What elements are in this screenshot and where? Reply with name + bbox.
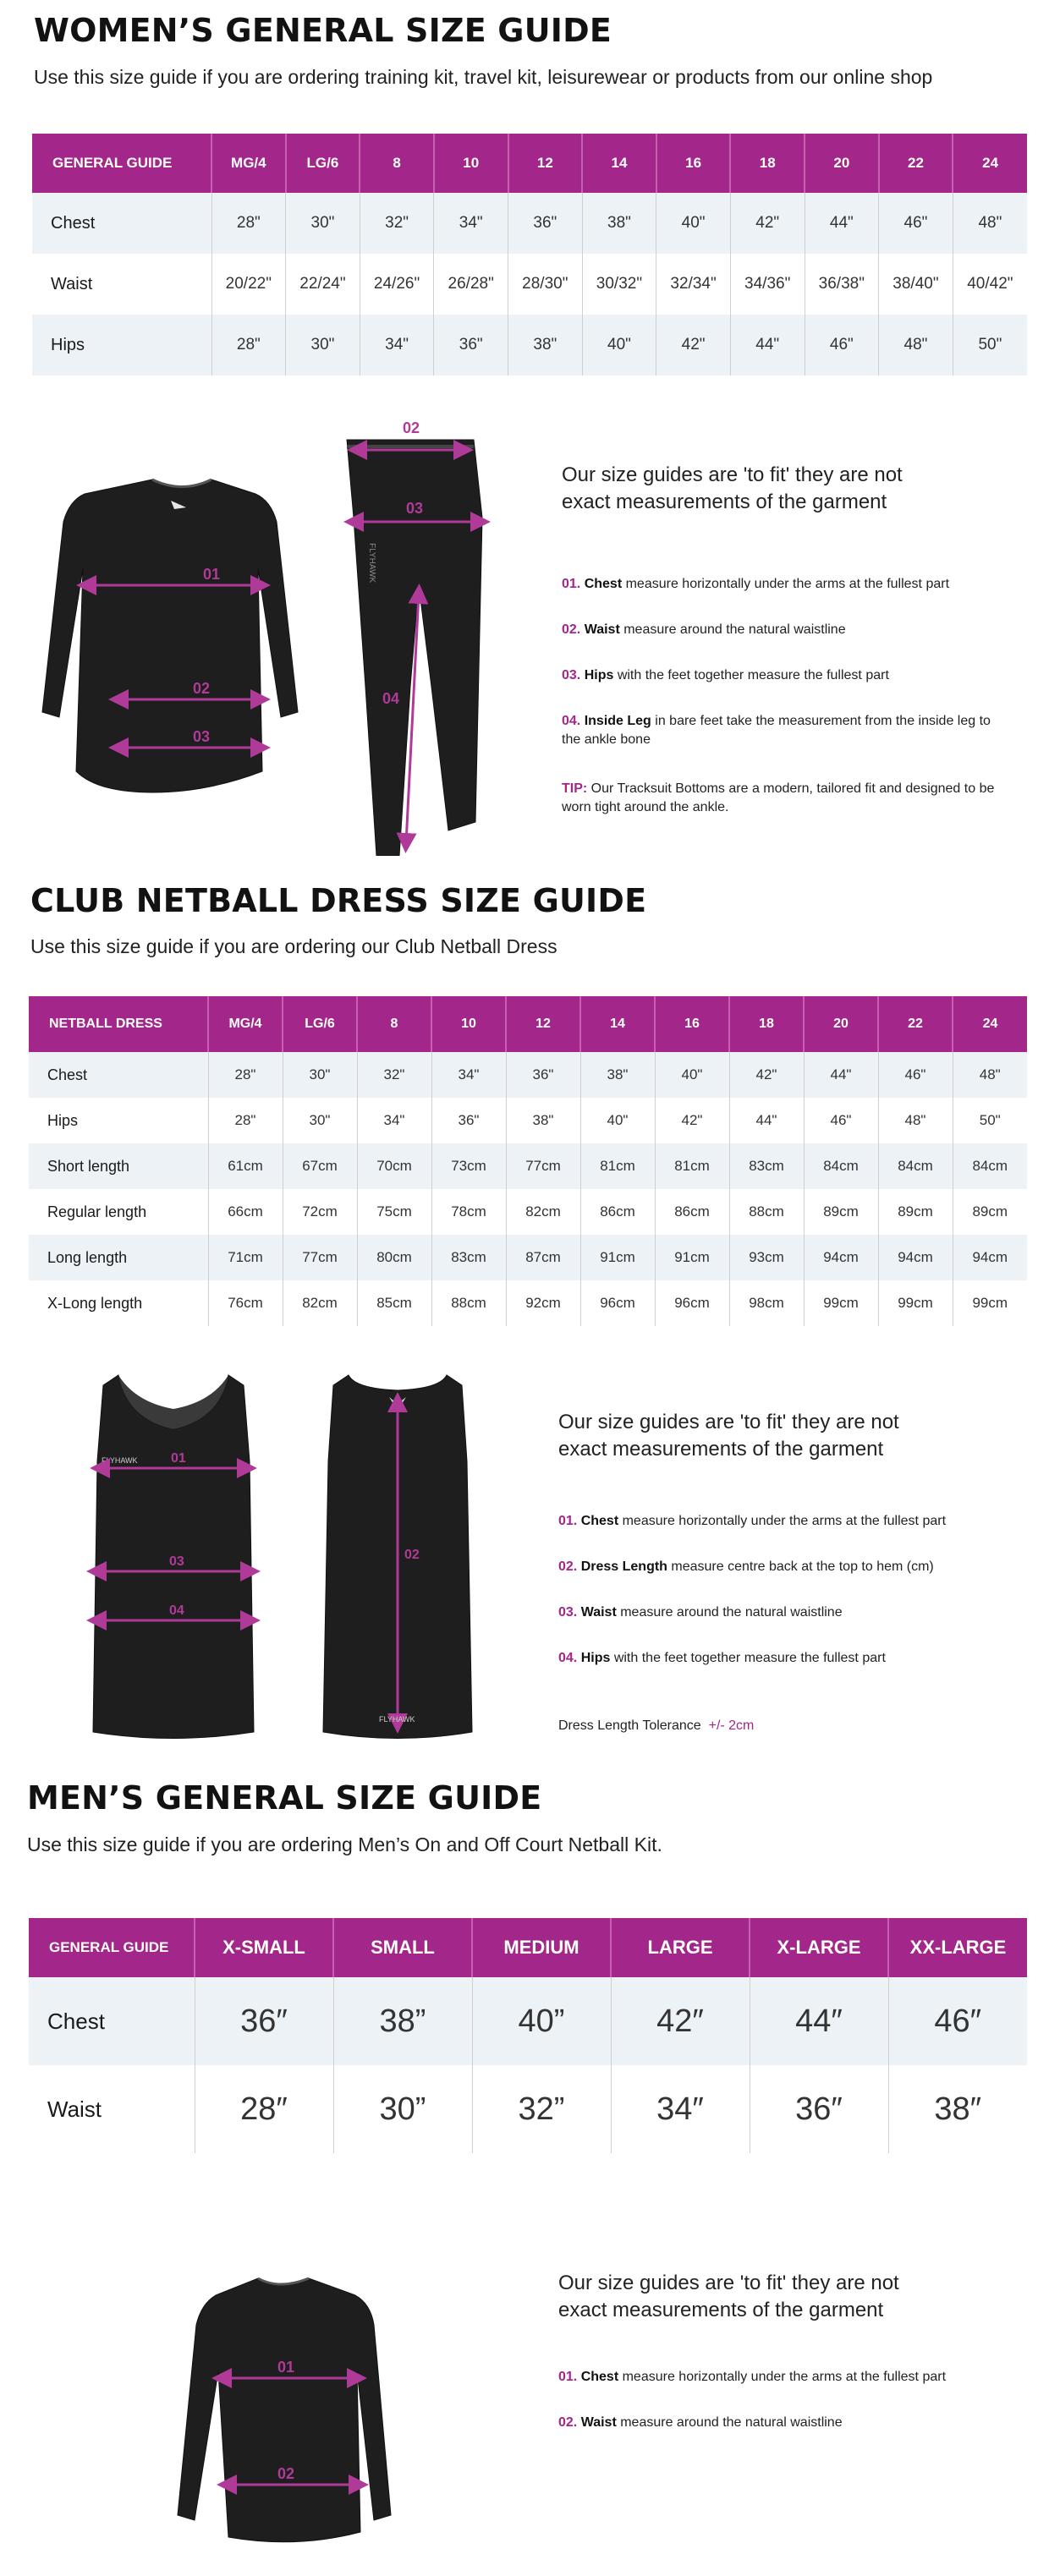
table-row: [29, 1143, 1027, 1189]
table-cell: 48": [879, 315, 953, 375]
table-cell: 44": [805, 193, 879, 254]
dress-length-tolerance: Dress Length Tolerance +/- 2cm: [558, 1718, 755, 1733]
row-label: Waist: [29, 2065, 195, 2153]
table-cell: 77cm: [283, 1235, 357, 1280]
table-cell: 36": [508, 193, 583, 254]
womens-fit-note: Our size guides are 'to fit' they are not exact measurements of the garment: [562, 463, 903, 513]
table-row: [29, 1189, 1027, 1235]
table-cell: 34": [360, 315, 434, 375]
row-label: Long length: [29, 1235, 208, 1280]
column-header: SMALL: [333, 1918, 472, 1977]
table-cell: 99cm: [972, 1295, 1008, 1311]
table-cell: 36/38": [805, 254, 879, 315]
womens-note-04: 04. Inside Leg in bare feet take the measurement from the inside leg to the ankle bone: [562, 714, 991, 747]
table-cell: 70cm: [357, 1143, 431, 1189]
womens-size-guide-title: WOMEN’S GENERAL SIZE GUIDE: [34, 12, 612, 49]
netball-note-01: 01. Chest measure horizontally under the arms at the fullest part: [558, 1514, 947, 1528]
column-header: 16: [656, 134, 731, 193]
netball-dress-size-table: [29, 996, 1027, 1326]
table-cell: 28": [211, 315, 286, 375]
table-cell: 94cm: [804, 1235, 878, 1280]
table-cell: 36": [434, 315, 508, 375]
table-cell: 81cm: [655, 1143, 729, 1189]
table-cell: 32": [360, 193, 434, 254]
table-cell: 44": [729, 1098, 804, 1143]
womens-note-02: 02. Waist measure around the natural waistline: [562, 622, 846, 637]
table-cell: 34": [434, 193, 508, 254]
table-cell: 44": [730, 315, 805, 375]
table-cell: 22/24": [286, 254, 360, 315]
table-cell: 40": [580, 1098, 655, 1143]
table-cell: 76cm: [208, 1280, 283, 1326]
men-label-02: 02: [277, 2465, 295, 2482]
womens-note-01: 01. Chest measure horizontally under the arms at the fullest part: [562, 577, 950, 591]
table-header-label: GENERAL GUIDE: [32, 134, 211, 193]
table-cell: 40": [656, 193, 731, 254]
row-label: Hips: [32, 315, 211, 375]
men-label-01: 01: [277, 2359, 295, 2376]
row-label: Short length: [29, 1143, 208, 1189]
table-cell: 36″: [750, 2065, 888, 2153]
women-label-01: 01: [203, 566, 221, 583]
table-cell: 36": [431, 1098, 506, 1143]
dress-label-02: 02: [404, 1548, 420, 1562]
table-cell: 46": [805, 315, 879, 375]
trousers-label-02: 02: [403, 419, 420, 436]
column-header: X-SMALL: [195, 1918, 333, 1977]
table-cell: 72cm: [283, 1189, 357, 1235]
table-cell: 30": [286, 193, 360, 254]
womens-size-table: [32, 134, 1027, 375]
table-cell: 88cm: [431, 1280, 506, 1326]
row-label: Regular length: [29, 1189, 208, 1235]
table-cell: 66cm: [208, 1189, 283, 1235]
table-cell: 46″: [888, 1977, 1027, 2065]
table-cell: 96cm: [580, 1280, 655, 1326]
table-cell: 38": [508, 315, 583, 375]
column-header: 20: [804, 996, 878, 1052]
column-header: 8: [360, 134, 434, 193]
column-header: 20: [805, 134, 879, 193]
netball-dress-diagram: [76, 1368, 491, 1749]
column-header: 14: [582, 134, 656, 193]
mens-note-01: 01. Chest measure horizontally under the arms at the fullest part: [558, 2370, 947, 2384]
column-header: 12: [508, 134, 583, 193]
table-cell: 30”: [333, 2065, 472, 2153]
mens-top-shape: [178, 2278, 391, 2542]
table-cell: 38”: [333, 1977, 472, 2065]
table-cell: 84cm: [878, 1143, 953, 1189]
table-cell: 32": [357, 1052, 431, 1098]
row-label: Hips: [29, 1098, 208, 1143]
dress-label-01: 01: [171, 1451, 186, 1466]
table-cell: 42": [656, 315, 731, 375]
table-cell: 84cm: [804, 1143, 878, 1189]
mens-garment-diagram: [161, 2270, 415, 2566]
table-cell: 38": [582, 193, 656, 254]
column-header: 10: [431, 996, 506, 1052]
table-cell: 93cm: [729, 1235, 804, 1280]
table-cell: 28": [211, 193, 286, 254]
row-label: Chest: [32, 193, 211, 254]
netball-note-03: 03. Waist measure around the natural waistline: [558, 1605, 843, 1620]
table-row: [32, 254, 1027, 315]
table-cell: 44": [804, 1052, 878, 1098]
table-cell: 42″: [611, 1977, 750, 2065]
table-cell: 48": [878, 1098, 953, 1143]
table-cell: 38": [506, 1098, 580, 1143]
row-label: Chest: [29, 1052, 208, 1098]
table-cell: 46": [878, 1052, 953, 1098]
column-header: LARGE: [611, 1918, 750, 1977]
table-header-label: NETBALL DRESS: [29, 996, 208, 1052]
table-cell: 85cm: [357, 1280, 431, 1326]
row-label: X-Long length: [29, 1280, 208, 1326]
table-cell: 42": [729, 1052, 804, 1098]
table-row: [29, 1098, 1027, 1143]
womens-tip: TIP: Our Tracksuit Bottoms are a modern, tailored fit and designed to be worn tight around the ankle.: [562, 781, 995, 814]
table-cell: 34": [357, 1098, 431, 1143]
table-cell: 42": [655, 1098, 729, 1143]
column-header: MG/4: [211, 134, 286, 193]
table-row: [29, 1280, 1027, 1326]
table-cell: 99cm: [804, 1280, 878, 1326]
trousers-brand-mark: FLYHAWK: [367, 543, 376, 584]
table-cell: 40/42": [967, 275, 1013, 293]
women-label-02: 02: [193, 680, 211, 697]
table-cell: 36″: [195, 1977, 333, 2065]
column-header: 16: [655, 996, 729, 1052]
table-cell: 34″: [611, 2065, 750, 2153]
column-header: MEDIUM: [472, 1918, 611, 1977]
dress-label-03: 03: [169, 1554, 184, 1569]
column-header: 8: [357, 996, 431, 1052]
table-cell: 82cm: [283, 1280, 357, 1326]
mens-note-02: 02. Waist measure around the natural waistline: [558, 2415, 843, 2430]
table-header-label: GENERAL GUIDE: [29, 1918, 195, 1977]
table-cell: 40": [655, 1052, 729, 1098]
table-cell: 87cm: [506, 1235, 580, 1280]
table-cell: 89cm: [804, 1189, 878, 1235]
table-cell: 96cm: [655, 1280, 729, 1326]
table-cell: 83cm: [729, 1143, 804, 1189]
netball-size-guide-title: CLUB NETBALL DRESS SIZE GUIDE: [30, 882, 647, 919]
table-cell: 46": [879, 193, 953, 254]
table-cell: 28": [208, 1098, 283, 1143]
row-label: Waist: [32, 254, 211, 315]
table-cell: 77cm: [506, 1143, 580, 1189]
table-cell: 98cm: [729, 1280, 804, 1326]
table-cell: 28": [208, 1052, 283, 1098]
dress-label-04: 04: [169, 1603, 184, 1618]
table-cell: 20/22": [211, 254, 286, 315]
column-header: 18: [730, 134, 805, 193]
column-header: 22: [879, 134, 953, 193]
table-cell: 88cm: [729, 1189, 804, 1235]
table-cell: 48": [953, 193, 1027, 254]
table-cell: 34": [431, 1052, 506, 1098]
womens-garment-diagram: [34, 416, 524, 856]
table-cell: 30": [283, 1052, 357, 1098]
mens-fit-note: Our size guides are 'to fit' they are not exact measurements of the garment: [558, 2272, 899, 2321]
womens-note-03: 03. Hips with the feet together measure the fullest part: [562, 668, 889, 682]
column-header: MG/4: [208, 996, 283, 1052]
table-cell: 75cm: [357, 1189, 431, 1235]
column-header: LG/6: [286, 134, 360, 193]
table-row: [29, 1977, 1027, 2065]
table-cell: 38": [580, 1052, 655, 1098]
column-header: 10: [434, 134, 508, 193]
netball-note-02: 02. Dress Length measure centre back at the top to hem (cm): [558, 1559, 934, 1574]
table-cell: 48": [953, 1052, 1027, 1098]
column-header: 24: [953, 996, 1027, 1052]
table-cell: 92cm: [506, 1280, 580, 1326]
column-header: X-LARGE: [750, 1918, 888, 1977]
column-header: 14: [580, 996, 655, 1052]
column-header: 24: [953, 134, 1027, 193]
table-cell: 40”: [472, 1977, 611, 2065]
table-row: [29, 1235, 1027, 1280]
table-cell: 84cm: [953, 1143, 1027, 1189]
trousers-label-04: 04: [382, 690, 400, 707]
table-cell: 80cm: [357, 1235, 431, 1280]
women-label-03: 03: [193, 728, 211, 745]
table-cell: 67cm: [283, 1143, 357, 1189]
mens-size-table: [29, 1918, 1027, 2153]
netball-size-guide-subtitle: Use this size guide if you are ordering our Club Netball Dress: [30, 935, 557, 957]
column-header: 12: [506, 996, 580, 1052]
column-header: 18: [729, 996, 804, 1052]
table-cell: 38/40": [879, 254, 953, 315]
table-cell: 78cm: [431, 1189, 506, 1235]
table-cell: 99cm: [878, 1280, 953, 1326]
table-row: [29, 1052, 1027, 1098]
table-cell: 94cm: [953, 1235, 1027, 1280]
table-cell: 32/34": [656, 254, 731, 315]
mens-size-guide-title: MEN’S GENERAL SIZE GUIDE: [27, 1779, 542, 1817]
table-cell: 71cm: [208, 1235, 283, 1280]
column-header: LG/6: [283, 996, 357, 1052]
table-cell: 82cm: [506, 1189, 580, 1235]
table-cell: 73cm: [431, 1143, 506, 1189]
mens-size-guide-subtitle: Use this size guide if you are ordering Men’s On and Off Court Netball Kit.: [27, 1833, 662, 1855]
table-cell: 26/28": [434, 254, 508, 315]
table-cell: 50": [979, 1112, 1001, 1128]
womens-size-guide-subtitle: Use this size guide if you are ordering training kit, travel kit, leisurewear or products from our online shop: [34, 66, 933, 88]
table-cell: 61cm: [208, 1143, 283, 1189]
table-cell: 86cm: [655, 1189, 729, 1235]
table-cell: 42": [730, 193, 805, 254]
table-cell: 28/30": [508, 254, 583, 315]
table-cell: 40": [582, 315, 656, 375]
netball-fit-note: Our size guides are 'to fit' they are not exact measurements of the garment: [558, 1411, 899, 1461]
table-cell: 89cm: [878, 1189, 953, 1235]
table-cell: 30": [283, 1098, 357, 1143]
dress-front-brand-mark: FLYHAWK: [102, 1456, 138, 1465]
table-cell: 32”: [472, 2065, 611, 2153]
table-cell: 94cm: [878, 1235, 953, 1280]
table-cell: 91cm: [655, 1235, 729, 1280]
table-cell: 24/26": [360, 254, 434, 315]
table-row: [32, 315, 1027, 375]
trousers-label-03: 03: [406, 500, 424, 517]
table-row: [32, 193, 1027, 254]
table-cell: 81cm: [580, 1143, 655, 1189]
table-cell: 44″: [750, 1977, 888, 2065]
dress-back-brand-mark: FLYHAWK: [379, 1715, 415, 1724]
womens-top-shape: [42, 480, 298, 792]
table-cell: 46": [804, 1098, 878, 1143]
table-cell: 30": [286, 315, 360, 375]
column-header: 22: [878, 996, 953, 1052]
table-cell: 28″: [195, 2065, 333, 2153]
table-cell: 50": [953, 315, 1027, 375]
table-cell: 83cm: [431, 1235, 506, 1280]
table-cell: 38″: [934, 2091, 982, 2127]
table-cell: 86cm: [580, 1189, 655, 1235]
table-cell: 91cm: [580, 1235, 655, 1280]
table-row: [29, 2065, 1027, 2153]
table-cell: 34/36": [730, 254, 805, 315]
table-cell: 89cm: [972, 1203, 1008, 1219]
table-cell: 30/32": [582, 254, 656, 315]
table-cell: 36": [506, 1052, 580, 1098]
row-label: Chest: [29, 1977, 195, 2065]
column-header: XX-LARGE: [888, 1918, 1027, 1977]
netball-note-04: 04. Hips with the feet together measure the fullest part: [558, 1651, 886, 1665]
